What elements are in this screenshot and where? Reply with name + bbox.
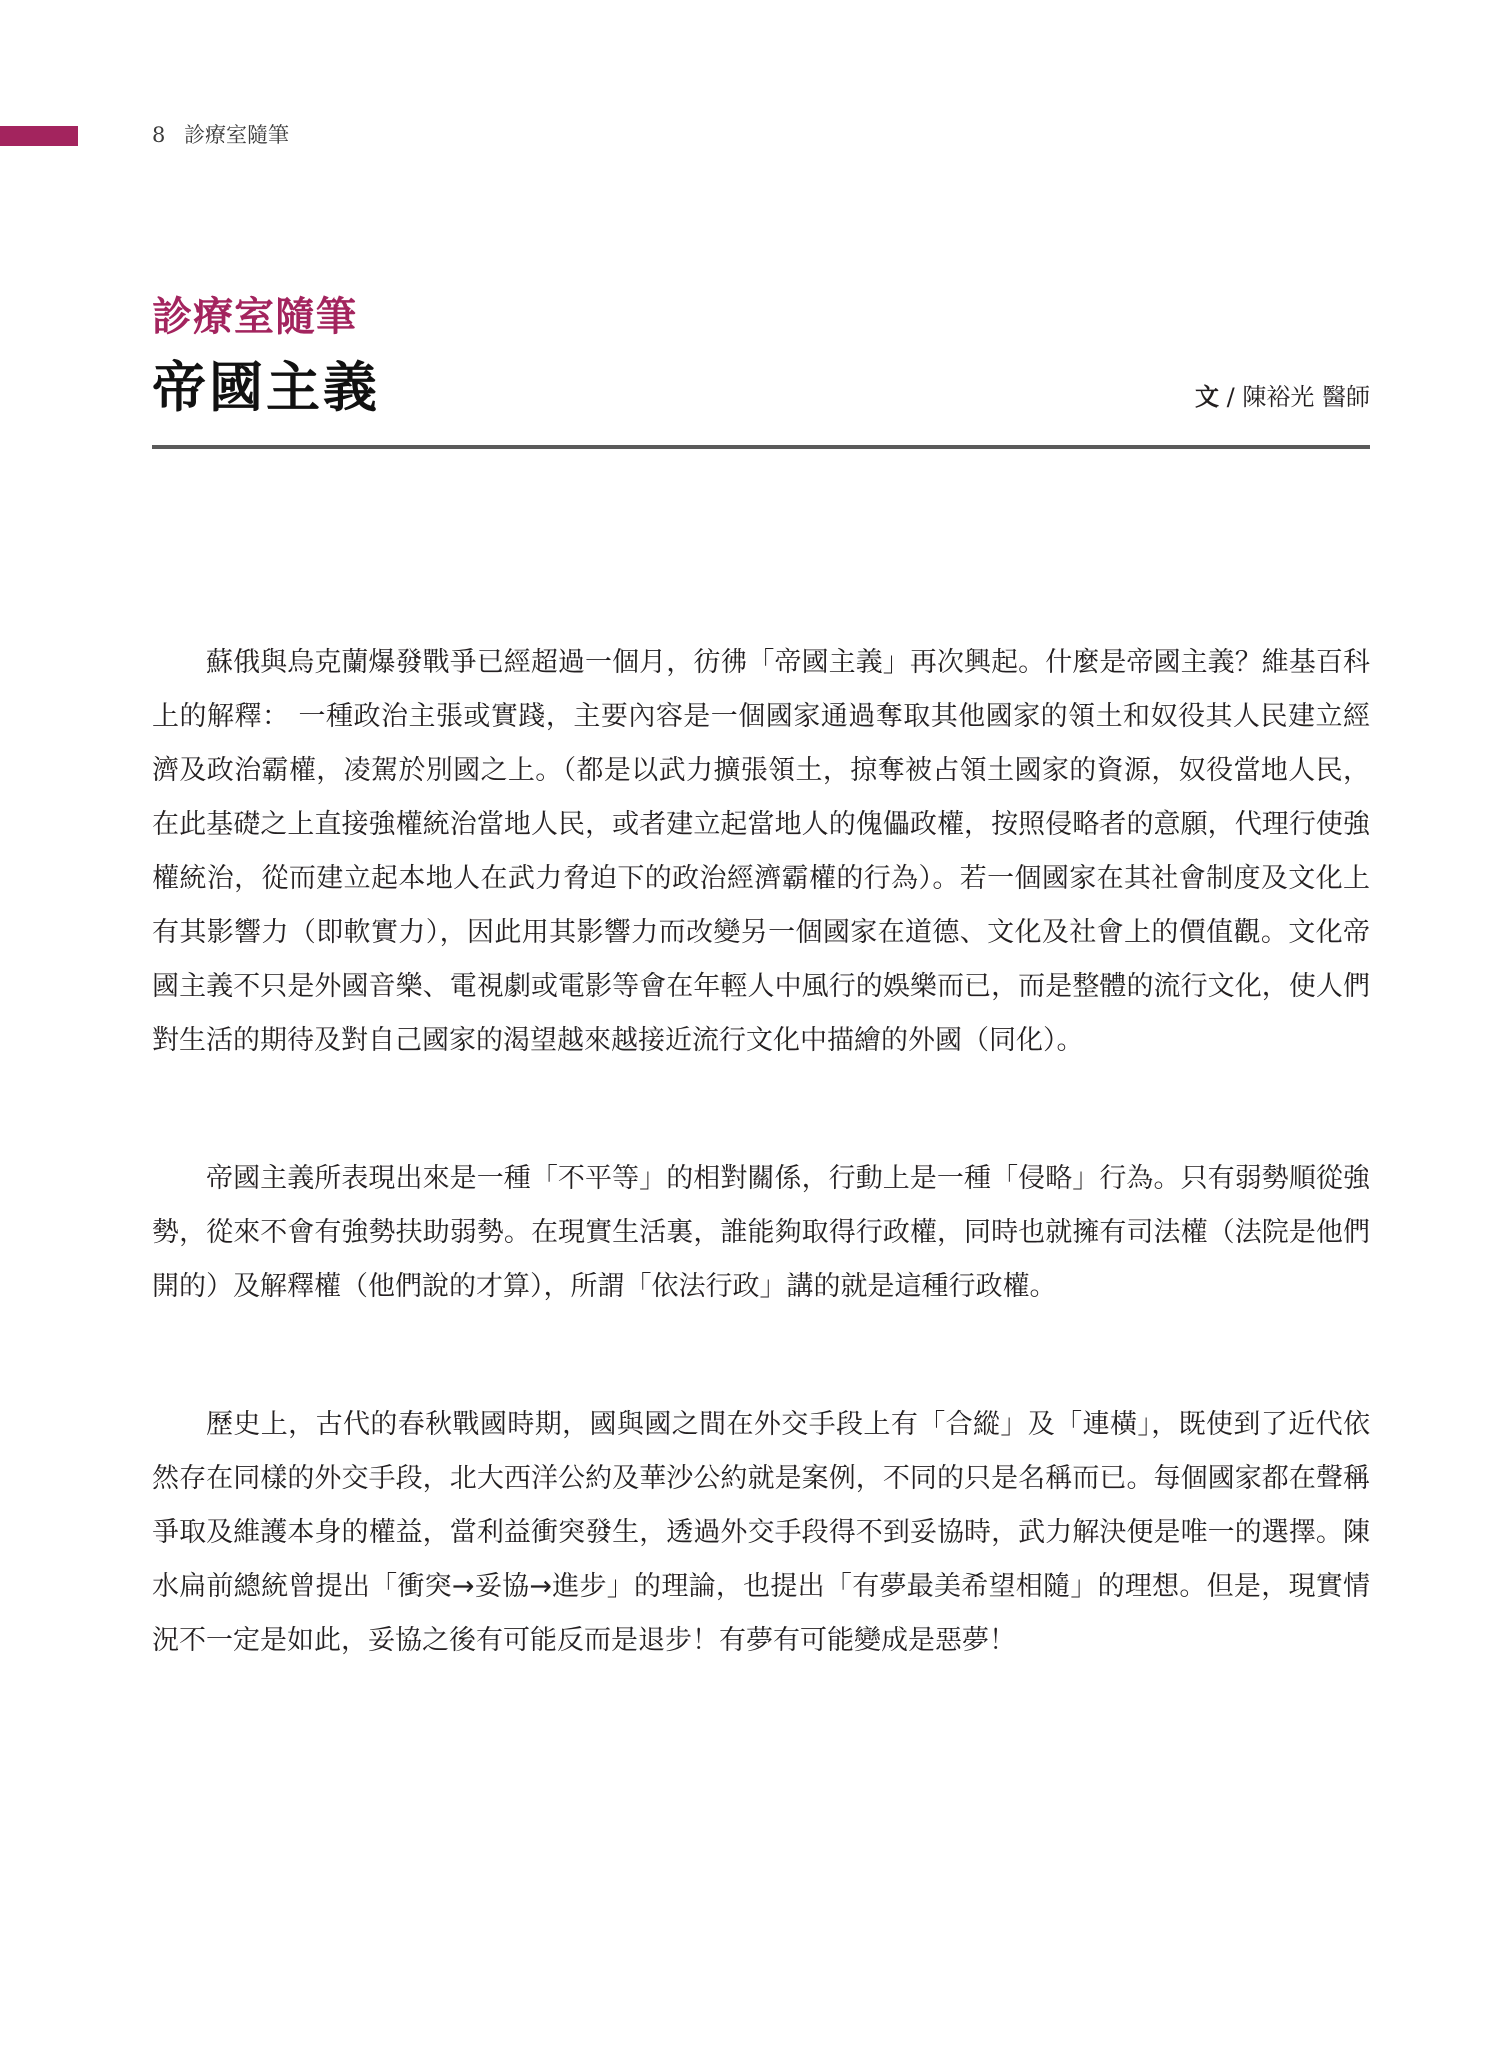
running-header (152, 120, 289, 150)
section-label: 診療室隨筆 (152, 294, 357, 340)
body-paragraph: 歷史上，古代的春秋戰國時期，國與國之間在外交手段上有「合縱」及「連橫」，既使到了近代依然存在同樣的外交手段，北大西洋公約及華沙公約就是案例，不同的只是名稱而已。每個國家都在聲稱爭取及維護本身的權益，當利益衝突發生，透過外交手段得不到妥協時，武力解決便是唯一的選擇。陳水扁前總統曾提出「衝突→妥協→進步」的理論，也提出「有夢最美希望相隨」的理想。但是，現實情況不一定是如此，妥協之後有可能反而是退步！有夢有可能變成是惡夢！ (152, 1409, 1370, 1656)
body-paragraph: 帝國主義所表現出來是一種「不平等」的相對關係，行動上是一種「侵略」行為。只有弱勢順從強勢，從來不會有強勢扶助弱勢。在現實生活裏，誰能夠取得行政權，同時也就擁有司法權（法院是他們開的）及解釋權（他們說的才算），所謂「依法行政」講的就是這種行政權。 (152, 1163, 1370, 1302)
byline-prefix: 文 (1195, 383, 1220, 411)
page-number: 8 (152, 123, 166, 147)
byline-separator: / (1219, 383, 1243, 411)
article-title: 帝國主義 (152, 356, 380, 419)
header-accent-bar (0, 126, 78, 146)
byline (1195, 380, 1370, 414)
running-title: 診療室隨筆 (184, 123, 290, 147)
body-paragraph: 蘇俄與烏克蘭爆發戰爭已經超過一個月，彷彿「帝國主義」再次興起。什麼是帝國主義？維基百科上的解釋： 一種政治主張或實踐，主要內容是一個國家通過奪取其他國家的領土和奴役其人民建立經濟及政治霸權，凌駕於別國之上。（都是以武力擴張領土，掠奪被占領土國家的資源，奴役當地人民，在此基礎之上直接強權統治當地人民，或者建立起當地人的傀儡政權，按照侵略者的意願，代理行使強權統治，從而建立起本地人在武力脅迫下的政治經濟霸權的行為）。若一個國家在其社會制度及文化上有其影響力（即軟實力），因此用其影響力而改變另一個國家在道德、文化及社會上的價值觀。文化帝國主義不只是外國音樂、電視劇或電影等會在年輕人中風行的娛樂而已，而是整體的流行文化，使人們對生活的期待及對自己國家的渴望越來越接近流行文化中描繪的外國（同化）。 (152, 647, 1370, 1056)
title-divider (152, 445, 1370, 449)
article-body (152, 636, 1370, 1752)
byline-author: 陳裕光 醫師 (1242, 383, 1370, 411)
